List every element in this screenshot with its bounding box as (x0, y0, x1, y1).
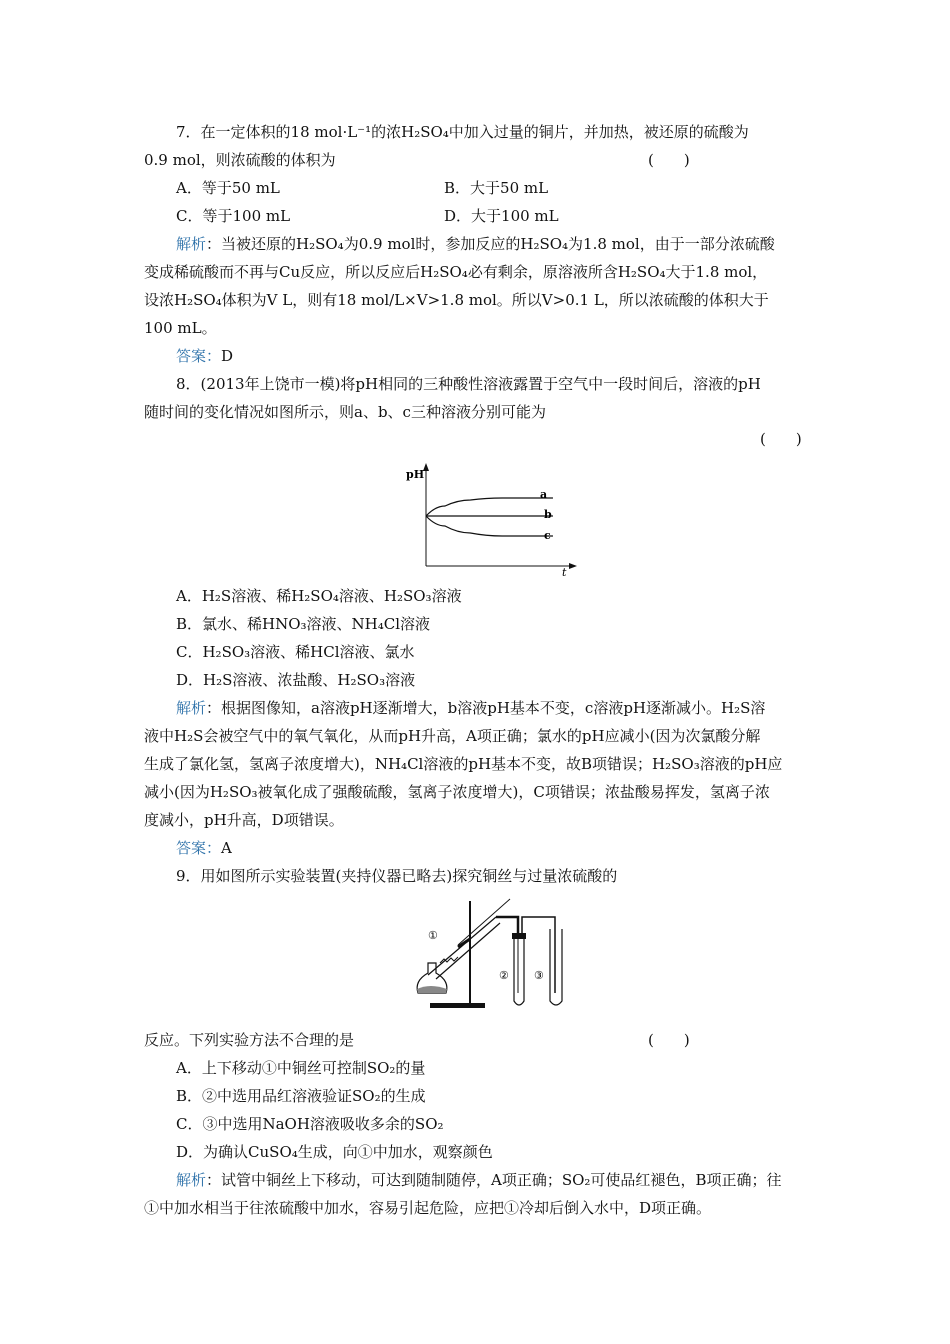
q8-analysis-line3: 生成了氯化氢，氢离子浓度增大)，NH₄Cl溶液的pH基本不变，故B项错误；H₂SO₃溶液的pH应 (144, 755, 783, 773)
test-tube-3 (550, 929, 562, 1005)
apparatus-label-1: ① (428, 929, 438, 942)
analysis-text: ：试管中铜丝上下移动，可达到随制随停，A项正确；SO₂可使品红褪色，B项正确；往 (206, 1171, 782, 1189)
test-tube-2-stopper (512, 933, 526, 939)
answer-label: 答案： (176, 839, 222, 857)
series-label-a: a (540, 488, 548, 501)
q7-analysis-line3: 设浓H₂SO₄体积为V L，则有18 mol/L×V>1.8 mol。所以V>0.1 L，所以浓硫酸的体积大于 (144, 291, 769, 309)
q8-stem-line2: 随时间的变化情况如图所示，则a、b、c三种溶液分别可能为 (144, 403, 546, 421)
answer-label: 答案： (176, 347, 222, 365)
copper-wire-rod (458, 899, 510, 945)
apparatus-label-3: ③ (534, 969, 544, 982)
q7-option-c: C．等于100 mL (176, 207, 291, 225)
stand-base (430, 1003, 485, 1008)
flask-liquid (417, 986, 447, 993)
series-label-b: b (544, 508, 552, 521)
lab-apparatus-figure (400, 893, 590, 1015)
q7-analysis-line4: 100 mL。 (144, 319, 217, 337)
q8-analysis-line5: 度减小，pH升高，D项错误。 (144, 811, 344, 829)
q9-option-a: A．上下移动①中铜丝可控制SO₂的量 (176, 1059, 426, 1077)
analysis-label: 解析 (176, 1171, 207, 1189)
q8-option-a: A．H₂S溶液、稀H₂SO₄溶液、H₂SO₃溶液 (176, 587, 462, 605)
q7-stem-line2: 0.9 mol，则浓硫酸的体积为 (144, 151, 336, 169)
ph-time-chart (400, 458, 590, 576)
series-line-a (426, 498, 553, 516)
q9-answer-paren: ( ) (648, 1031, 690, 1049)
q9-analysis-line1 (176, 1169, 781, 1191)
q7-option-b: B．大于50 mL (444, 179, 549, 197)
answer-value: A (221, 839, 232, 857)
analysis-label: 解析 (176, 699, 207, 717)
q7-answer (176, 345, 233, 367)
answer-value: D (221, 347, 234, 365)
apparatus-label-2: ② (499, 969, 509, 982)
chart-series (426, 498, 553, 536)
q8-analysis-line1 (176, 697, 765, 719)
q9-stem-line1: 9．用如图所示实验装置(夹持仪器已略去)探究铜丝与过量浓硫酸的 (176, 867, 618, 885)
test-tube-2 (514, 939, 524, 1005)
q8-option-c: C．H₂SO₃溶液、稀HCl溶液、氯水 (176, 643, 415, 661)
q8-analysis-line4: 减小(因为H₂SO₃被氧化成了强酸硫酸，氢离子浓度增大)，C项错误；浓盐酸易挥发，氢离子浓 (144, 783, 770, 801)
q8-option-d: D．H₂S溶液、浓盐酸、H₂SO₃溶液 (176, 671, 416, 689)
q9-analysis-line2: ①中加水相当于往浓硫酸中加水，容易引起危险，应把①冷却后倒入水中，D项正确。 (144, 1199, 712, 1217)
q8-analysis-line2: 液中H₂S会被空气中的氧气氧化，从而pH升高，A项正确；氯水的pH应减小(因为次氯酸分解 (144, 727, 761, 745)
q9-option-d: D．为确认CuSO₄生成，向①中加水，观察颜色 (176, 1143, 493, 1161)
q8-option-b: B．氯水、稀HNO₃溶液、NH₄Cl溶液 (176, 615, 431, 633)
q7-answer-paren: ( ) (648, 151, 690, 169)
analysis-text: ：当被还原的H₂SO₄为0.9 mol时，参加反应的H₂SO₄为1.8 mol，由于一部分浓硫酸 (206, 235, 775, 253)
q8-answer-paren: ( ) (760, 430, 802, 448)
q8-answer (176, 837, 232, 859)
q7-stem-line1: 7．在一定体积的18 mol·L⁻¹的浓H₂SO₄中加入过量的铜片，并加热，被还原的硫酸为 (176, 123, 749, 141)
series-label-c: c (544, 529, 551, 542)
q7-analysis-line1 (176, 233, 775, 255)
q7-analysis-line2: 变成稀硫酸而不再与Cu反应，所以反应后H₂SO₄必有剩余，原溶液所含H₂SO₄大于1.8 mol， (144, 263, 768, 281)
analysis-text: ：根据图像知，a溶液pH逐渐增大，b溶液pH基本不变，c溶液pH逐渐减小。H₂S溶 (206, 699, 766, 717)
q9-option-b: B．②中选用品红溶液验证SO₂的生成 (176, 1087, 426, 1105)
chart-xlabel: t (562, 566, 567, 576)
reaction-tube-lower (436, 923, 500, 979)
q9-option-c: C．③中选用NaOH溶液吸收多余的SO₂ (176, 1115, 444, 1133)
q9-stem-line2: 反应。下列实验方法不合理的是 (144, 1031, 355, 1049)
chart-ylabel: pH (406, 468, 425, 481)
delivery-tube-1 (496, 917, 518, 933)
series-line-c (426, 516, 553, 536)
q7-option-a: A．等于50 mL (176, 179, 280, 197)
analysis-label: 解析 (176, 235, 207, 253)
q7-option-d: D．大于100 mL (444, 207, 559, 225)
q8-stem-line1: 8．(2013年上饶市一模)将pH相同的三种酸性溶液露置于空气中一段时间后，溶液的pH (176, 375, 761, 393)
